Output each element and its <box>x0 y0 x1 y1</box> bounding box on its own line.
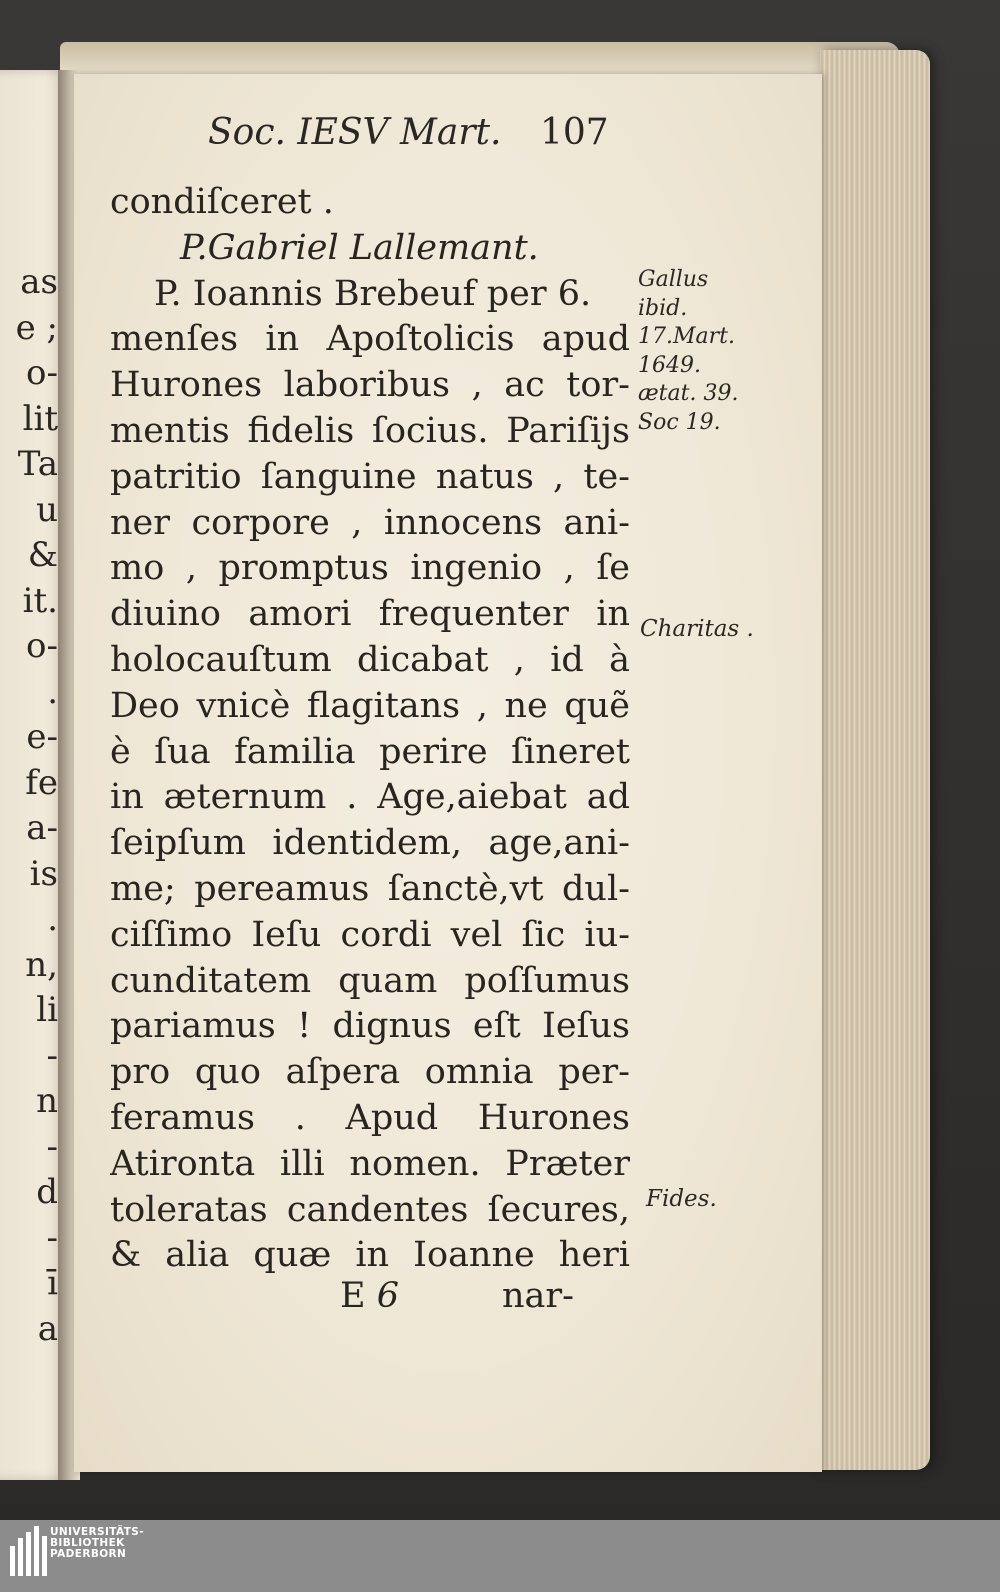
text-line: ner corpore , innocens ani- <box>110 502 630 543</box>
text-line: toleratas candentes ſecures, <box>110 1189 630 1230</box>
text-line: in æternum . Age,aiebat ad <box>110 777 630 818</box>
signature-mark <box>340 1276 399 1316</box>
page-number: 107 <box>540 112 609 153</box>
text-line: ſeipſum identidem, age,ani- <box>110 823 630 864</box>
margin-note-line: ibid. <box>638 295 688 321</box>
library-logo-text <box>50 1527 144 1560</box>
library-name-line2: BIBLIOTHEK <box>50 1537 125 1549</box>
text-line: patritio ſanguine natus , te- <box>110 456 630 497</box>
text-line: menſes in Apoſtolicis apud <box>110 319 630 360</box>
margin-note-vita <box>638 266 788 437</box>
signature-letter: E <box>340 1276 366 1316</box>
previous-page-fragment: it. <box>22 580 58 621</box>
previous-page-fragment: . <box>47 899 58 939</box>
previous-page-fragment: Ta <box>17 444 58 484</box>
margin-note-line: Gallus <box>638 267 709 292</box>
text-line: Deo vnicè flagitans , ne quẽ <box>110 685 630 726</box>
previous-page-fragment: d <box>36 1172 58 1212</box>
previous-page-fragment: li <box>36 990 58 1030</box>
library-name-line3: PADERBORN <box>50 1548 127 1560</box>
text-line: pariamus ! dignus eſt Ieſus <box>110 1006 630 1047</box>
text-line: me; pereamus ſanctè,vt dul- <box>110 868 630 909</box>
text-line: P.Gabriel Lallemant. <box>180 227 539 268</box>
previous-page-fragment: e- <box>26 717 58 757</box>
signature-number: 6 <box>376 1276 399 1316</box>
running-title: Soc. IESV Mart. <box>208 112 502 153</box>
library-footer-bar <box>0 1520 1000 1592</box>
text-line: cunditatem quam poſſumus <box>110 960 630 1001</box>
margin-note-charitas: Charitas . <box>640 616 754 642</box>
text-line: condiſceret . <box>110 182 334 222</box>
previous-page-fragment: e ; <box>15 307 58 348</box>
previous-page-fragment: ī <box>47 1263 58 1303</box>
catchword: nar- <box>502 1276 574 1316</box>
previous-page-fragment: is <box>29 853 58 894</box>
page-footer <box>110 1276 630 1322</box>
text-line: feramus . Apud Hurones <box>110 1097 630 1138</box>
text-line: holocauſtum dicabat , id à <box>110 639 630 680</box>
margin-note-fides: Fides. <box>646 1186 717 1212</box>
previous-page-fragment: - <box>46 1126 58 1167</box>
previous-page-fragment: - <box>46 1217 58 1258</box>
text-line: pro quo aſpera omnia per- <box>110 1052 630 1093</box>
previous-page-fragment: n, <box>25 944 58 985</box>
page-stack <box>820 50 930 1470</box>
margin-note-line: ætat. 39. <box>638 381 739 406</box>
book-top-edge <box>60 42 900 78</box>
previous-page-fragment: u <box>36 489 58 530</box>
previous-page-fragment: . <box>47 671 58 712</box>
previous-page-fragment: o- <box>26 626 58 666</box>
text-line: P. Ioannis Brebeuf per 6. <box>154 273 592 314</box>
previous-page-text-fragments <box>0 260 58 1352</box>
text-line: diuino amori frequenter in <box>110 594 630 635</box>
text-line: è ſua familia perire ſineret <box>110 731 630 772</box>
text-line: Atironta illi nomen. Præter <box>110 1143 630 1184</box>
margin-note-line: 1649. <box>638 352 701 378</box>
body-text <box>110 180 630 1279</box>
previous-page-fragment: a <box>37 1308 58 1349</box>
previous-page-fragment: a- <box>26 808 58 848</box>
running-header <box>208 112 628 162</box>
library-name-line1: UNIVERSITÄTS- <box>50 1526 145 1538</box>
margin-note-line: Soc 19. <box>638 409 721 435</box>
text-line: & alia quæ in Ioanne heri <box>110 1235 630 1276</box>
previous-page-fragment: as <box>20 262 58 302</box>
previous-page-fragment: fe <box>25 762 58 803</box>
previous-page-fragment: - <box>46 1035 58 1076</box>
previous-page-fragment: & <box>27 535 58 575</box>
text-line: Hurones laboribus , ac tor- <box>110 365 630 406</box>
previous-page-fragment: n <box>36 1081 58 1121</box>
library-logo-icon <box>8 1526 48 1584</box>
text-line: mentis fidelis ſocius. Pariſijs <box>110 410 630 451</box>
margin-note-line: 17.Mart. <box>638 324 735 349</box>
previous-page-fragment: o- <box>26 353 58 393</box>
text-line: mo , promptus ingenio , ſe <box>110 548 630 589</box>
previous-page-fragment: lit <box>22 398 58 439</box>
text-line: ciſſimo Ieſu cordi vel ſic iu- <box>110 914 630 955</box>
